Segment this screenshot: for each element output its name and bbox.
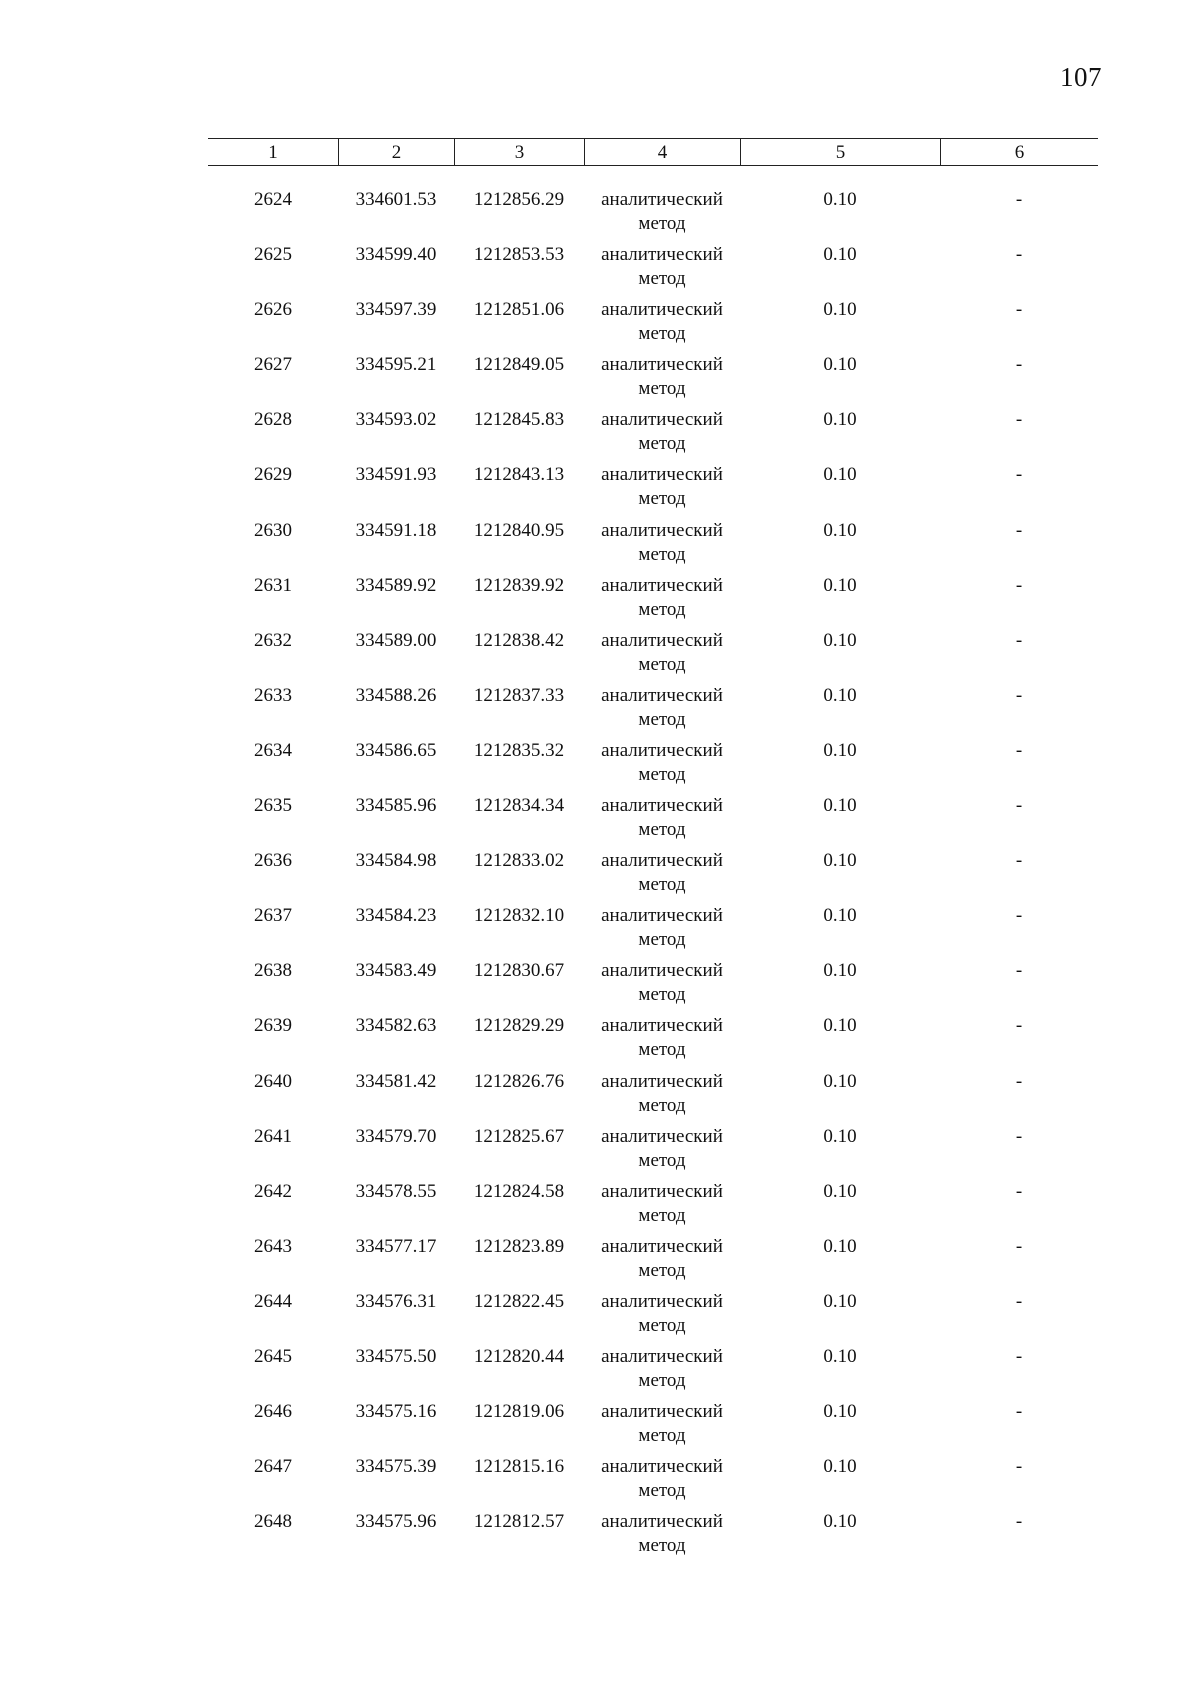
x-coordinate-cell: 334591.18	[355, 519, 437, 541]
point-number-cell: 2640	[254, 1070, 292, 1092]
method-line-2: метод	[638, 488, 686, 510]
method-cell	[584, 684, 740, 732]
method-cell	[584, 188, 740, 236]
error-cell: 0.10	[823, 574, 857, 596]
table-row	[208, 243, 1098, 298]
error-cell: 0.10	[823, 960, 857, 982]
table-row	[208, 408, 1098, 463]
method-line-1: аналитический	[601, 1401, 723, 1423]
note-cell: -	[1015, 1070, 1023, 1092]
note-cell: -	[1015, 1456, 1023, 1478]
x-coordinate-cell: 334582.63	[355, 1015, 437, 1037]
table-row	[208, 188, 1098, 243]
method-line-2: метод	[638, 763, 686, 785]
column-header-3: 3	[454, 139, 584, 165]
method-line-1: аналитический	[601, 850, 723, 872]
method-cell	[584, 1235, 740, 1283]
method-line-1: аналитический	[601, 519, 723, 541]
method-cell	[584, 849, 740, 897]
point-number-cell: 2636	[254, 850, 292, 872]
table-row	[208, 629, 1098, 684]
y-coordinate-cell: 1212835.32	[473, 739, 565, 761]
note-cell: -	[1015, 1235, 1023, 1257]
method-line-2: метод	[638, 1480, 686, 1502]
method-line-2: метод	[638, 708, 686, 730]
method-line-2: метод	[638, 819, 686, 841]
table-row	[208, 574, 1098, 629]
method-line-1: аналитический	[601, 244, 723, 266]
column-header-2: 2	[338, 139, 454, 165]
note-cell: -	[1015, 299, 1023, 321]
method-line-1: аналитический	[601, 1235, 723, 1257]
y-coordinate-cell: 1212822.45	[473, 1290, 565, 1312]
error-cell: 0.10	[823, 1456, 857, 1478]
y-coordinate-cell: 1212832.10	[473, 905, 565, 927]
method-line-2: метод	[638, 378, 686, 400]
y-coordinate-cell: 1212819.06	[473, 1401, 565, 1423]
table-row	[208, 1455, 1098, 1510]
method-line-1: аналитический	[601, 409, 723, 431]
method-line-2: метод	[638, 433, 686, 455]
table-row	[208, 353, 1098, 408]
note-cell: -	[1015, 739, 1023, 761]
x-coordinate-cell: 334586.65	[355, 739, 437, 761]
method-line-2: метод	[638, 1535, 686, 1557]
x-coordinate-cell: 334597.39	[355, 299, 437, 321]
point-number-cell: 2635	[254, 795, 292, 817]
method-line-2: метод	[638, 1039, 686, 1061]
table-row	[208, 1510, 1098, 1565]
note-cell: -	[1015, 629, 1023, 651]
point-number-cell: 2634	[254, 739, 292, 761]
coordinates-table	[208, 138, 1098, 1557]
method-cell	[584, 1290, 740, 1338]
x-coordinate-cell: 334599.40	[355, 244, 437, 266]
table-row	[208, 1070, 1098, 1125]
error-cell: 0.10	[823, 1290, 857, 1312]
table-row	[208, 904, 1098, 959]
method-cell	[584, 519, 740, 567]
x-coordinate-cell: 334584.23	[355, 905, 437, 927]
error-cell: 0.10	[823, 795, 857, 817]
method-line-1: аналитический	[601, 1345, 723, 1367]
y-coordinate-cell: 1212833.02	[473, 850, 565, 872]
error-cell: 0.10	[823, 905, 857, 927]
method-cell	[584, 629, 740, 677]
error-cell: 0.10	[823, 1235, 857, 1257]
note-cell: -	[1015, 960, 1023, 982]
point-number-cell: 2633	[254, 684, 292, 706]
method-cell	[584, 1014, 740, 1062]
point-number-cell: 2625	[254, 244, 292, 266]
method-line-1: аналитический	[601, 1125, 723, 1147]
table-row	[208, 849, 1098, 904]
table-row	[208, 298, 1098, 353]
method-line-2: метод	[638, 1259, 686, 1281]
table-row	[208, 959, 1098, 1014]
column-header-1: 1	[268, 142, 278, 163]
error-cell: 0.10	[823, 684, 857, 706]
method-line-2: метод	[638, 1314, 686, 1336]
y-coordinate-cell: 1212824.58	[473, 1180, 565, 1202]
method-line-1: аналитический	[601, 354, 723, 376]
method-line-2: метод	[638, 1094, 686, 1116]
point-number-cell: 2629	[254, 464, 292, 486]
method-cell	[584, 794, 740, 842]
column-header-5: 5	[740, 139, 940, 165]
error-cell: 0.10	[823, 1345, 857, 1367]
method-cell	[584, 243, 740, 291]
point-number-cell: 2631	[254, 574, 292, 596]
note-cell: -	[1015, 1015, 1023, 1037]
method-line-2: метод	[638, 1369, 686, 1391]
method-line-1: аналитический	[601, 1511, 723, 1533]
method-cell	[584, 1180, 740, 1228]
method-line-2: метод	[638, 543, 686, 565]
table-row	[208, 463, 1098, 518]
note-cell: -	[1015, 795, 1023, 817]
method-line-2: метод	[638, 929, 686, 951]
point-number-cell: 2641	[254, 1125, 292, 1147]
point-number-cell: 2644	[254, 1290, 292, 1312]
table-row	[208, 1235, 1098, 1290]
y-coordinate-cell: 1212843.13	[473, 464, 565, 486]
x-coordinate-cell: 334591.93	[355, 464, 437, 486]
y-coordinate-cell: 1212834.34	[473, 795, 565, 817]
table-body	[208, 188, 1098, 1565]
method-line-1: аналитический	[601, 1290, 723, 1312]
error-cell: 0.10	[823, 464, 857, 486]
x-coordinate-cell: 334583.49	[355, 960, 437, 982]
error-cell: 0.10	[823, 299, 857, 321]
point-number-cell: 2643	[254, 1235, 292, 1257]
x-coordinate-cell: 334589.00	[355, 629, 437, 651]
x-coordinate-cell: 334589.92	[355, 574, 437, 596]
point-number-cell: 2638	[254, 960, 292, 982]
note-cell: -	[1015, 850, 1023, 872]
error-cell: 0.10	[823, 1180, 857, 1202]
table-row	[208, 519, 1098, 574]
note-cell: -	[1015, 1511, 1023, 1533]
method-line-1: аналитический	[601, 574, 723, 596]
x-coordinate-cell: 334578.55	[355, 1180, 437, 1202]
method-line-2: метод	[638, 984, 686, 1006]
error-cell: 0.10	[823, 354, 857, 376]
point-number-cell: 2627	[254, 354, 292, 376]
y-coordinate-cell: 1212815.16	[473, 1456, 565, 1478]
table-row	[208, 1180, 1098, 1235]
x-coordinate-cell: 334575.39	[355, 1456, 437, 1478]
point-number-cell: 2624	[254, 189, 292, 210]
error-cell: 0.10	[823, 409, 857, 431]
method-cell	[584, 298, 740, 346]
method-line-1: аналитический	[601, 905, 723, 927]
method-line-1: аналитический	[601, 1015, 723, 1037]
table-row	[208, 1125, 1098, 1180]
method-cell	[584, 1125, 740, 1173]
y-coordinate-cell: 1212838.42	[473, 629, 565, 651]
note-cell: -	[1015, 684, 1023, 706]
note-cell: -	[1015, 409, 1023, 431]
method-line-1: аналитический	[601, 684, 723, 706]
note-cell: -	[1015, 1290, 1023, 1312]
y-coordinate-cell: 1212840.95	[473, 519, 565, 541]
method-cell	[584, 463, 740, 511]
page-number: 107	[1060, 62, 1102, 92]
note-cell: -	[1015, 1401, 1023, 1423]
method-line-2: метод	[638, 1425, 686, 1447]
y-coordinate-cell: 1212812.57	[473, 1511, 565, 1533]
error-cell: 0.10	[823, 1015, 857, 1037]
method-cell	[584, 1400, 740, 1448]
error-cell: 0.10	[823, 739, 857, 761]
method-cell	[584, 739, 740, 787]
method-line-1: аналитический	[601, 299, 723, 321]
method-line-1: аналитический	[601, 629, 723, 651]
point-number-cell: 2630	[254, 519, 292, 541]
note-cell: -	[1015, 1125, 1023, 1147]
method-cell	[584, 1345, 740, 1393]
table-row	[208, 794, 1098, 849]
x-coordinate-cell: 334601.53	[355, 189, 437, 210]
point-number-cell: 2642	[254, 1180, 292, 1202]
method-cell	[584, 904, 740, 952]
y-coordinate-cell: 1212856.29	[473, 189, 565, 210]
x-coordinate-cell: 334575.96	[355, 1511, 437, 1533]
column-header-4: 4	[584, 139, 740, 165]
table-row	[208, 1014, 1098, 1069]
error-cell: 0.10	[823, 1511, 857, 1533]
y-coordinate-cell: 1212820.44	[473, 1345, 565, 1367]
point-number-cell: 2628	[254, 409, 292, 431]
note-cell: -	[1015, 1345, 1023, 1367]
method-cell	[584, 1070, 740, 1118]
method-line-2: метод	[638, 598, 686, 620]
x-coordinate-cell: 334577.17	[355, 1235, 437, 1257]
method-cell	[584, 959, 740, 1007]
note-cell: -	[1015, 464, 1023, 486]
method-line-2: метод	[638, 213, 686, 234]
error-cell: 0.10	[823, 1070, 857, 1092]
table-row	[208, 1400, 1098, 1455]
y-coordinate-cell: 1212826.76	[473, 1070, 565, 1092]
method-line-2: метод	[638, 1149, 686, 1171]
note-cell: -	[1015, 519, 1023, 541]
method-line-1: аналитический	[601, 739, 723, 761]
method-line-2: метод	[638, 874, 686, 896]
x-coordinate-cell: 334585.96	[355, 795, 437, 817]
point-number-cell: 2646	[254, 1401, 292, 1423]
point-number-cell: 2639	[254, 1015, 292, 1037]
table-row	[208, 1345, 1098, 1400]
point-number-cell: 2648	[254, 1511, 292, 1533]
y-coordinate-cell: 1212830.67	[473, 960, 565, 982]
x-coordinate-cell: 334576.31	[355, 1290, 437, 1312]
x-coordinate-cell: 334575.50	[355, 1345, 437, 1367]
error-cell: 0.10	[823, 1125, 857, 1147]
y-coordinate-cell: 1212849.05	[473, 354, 565, 376]
method-cell	[584, 408, 740, 456]
error-cell: 0.10	[823, 244, 857, 266]
method-line-1: аналитический	[601, 960, 723, 982]
method-line-1: аналитический	[601, 464, 723, 486]
x-coordinate-cell: 334579.70	[355, 1125, 437, 1147]
y-coordinate-cell: 1212845.83	[473, 409, 565, 431]
x-coordinate-cell: 334584.98	[355, 850, 437, 872]
note-cell: -	[1015, 189, 1023, 210]
note-cell: -	[1015, 1180, 1023, 1202]
error-cell: 0.10	[823, 850, 857, 872]
method-line-1: аналитический	[601, 1070, 723, 1092]
method-line-2: метод	[638, 323, 686, 345]
y-coordinate-cell: 1212837.33	[473, 684, 565, 706]
note-cell: -	[1015, 574, 1023, 596]
table-header-row	[208, 138, 1098, 166]
table-row	[208, 1290, 1098, 1345]
y-coordinate-cell: 1212839.92	[473, 574, 565, 596]
note-cell: -	[1015, 354, 1023, 376]
method-cell	[584, 574, 740, 622]
method-line-2: метод	[638, 653, 686, 675]
method-line-1: аналитический	[601, 1180, 723, 1202]
x-coordinate-cell: 334575.16	[355, 1401, 437, 1423]
method-line-1: аналитический	[601, 795, 723, 817]
method-line-1: аналитический	[601, 189, 723, 210]
note-cell: -	[1015, 905, 1023, 927]
method-cell	[584, 1510, 740, 1558]
method-line-1: аналитический	[601, 1456, 723, 1478]
point-number-cell: 2637	[254, 905, 292, 927]
y-coordinate-cell: 1212853.53	[473, 244, 565, 266]
y-coordinate-cell: 1212823.89	[473, 1235, 565, 1257]
error-cell: 0.10	[823, 1401, 857, 1423]
x-coordinate-cell: 334588.26	[355, 684, 437, 706]
error-cell: 0.10	[823, 629, 857, 651]
error-cell: 0.10	[823, 189, 857, 210]
x-coordinate-cell: 334581.42	[355, 1070, 437, 1092]
point-number-cell: 2647	[254, 1456, 292, 1478]
point-number-cell: 2645	[254, 1345, 292, 1367]
y-coordinate-cell: 1212825.67	[473, 1125, 565, 1147]
y-coordinate-cell: 1212829.29	[473, 1015, 565, 1037]
point-number-cell: 2626	[254, 299, 292, 321]
method-line-2: метод	[638, 268, 686, 290]
x-coordinate-cell: 334595.21	[355, 354, 437, 376]
method-cell	[584, 353, 740, 401]
table-row	[208, 684, 1098, 739]
note-cell: -	[1015, 244, 1023, 266]
method-cell	[584, 1455, 740, 1503]
column-header-6: 6	[940, 139, 1098, 165]
table-row	[208, 739, 1098, 794]
method-line-2: метод	[638, 1204, 686, 1226]
y-coordinate-cell: 1212851.06	[473, 299, 565, 321]
x-coordinate-cell: 334593.02	[355, 409, 437, 431]
error-cell: 0.10	[823, 519, 857, 541]
point-number-cell: 2632	[254, 629, 292, 651]
